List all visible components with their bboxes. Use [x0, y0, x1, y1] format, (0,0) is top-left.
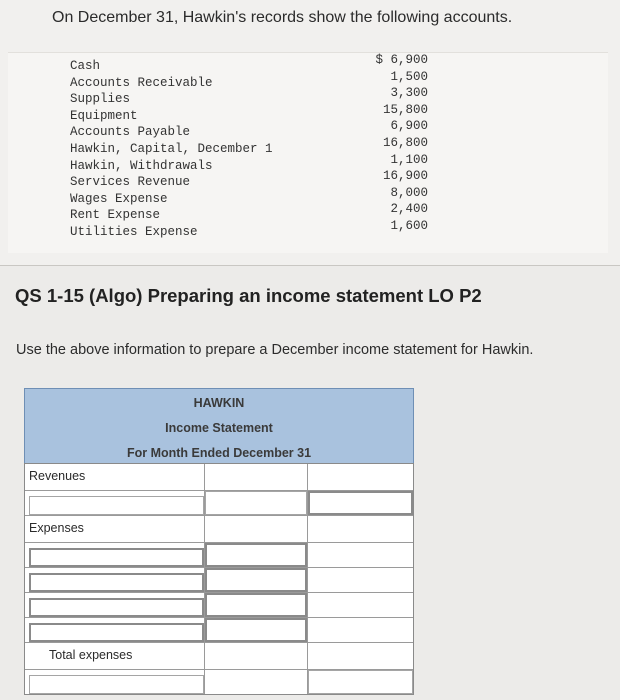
account-value: 3,300: [390, 86, 428, 101]
account-name: Supplies: [70, 92, 131, 107]
blank-cell: [308, 464, 413, 490]
account-name: Utilities Expense: [70, 224, 198, 239]
account-name: Hawkin, Withdrawals: [70, 158, 213, 173]
net-income-amount-input[interactable]: [308, 670, 413, 694]
expenses-label: Expenses: [25, 516, 205, 542]
account-name: Equipment: [70, 108, 138, 123]
expense-account-input[interactable]: [29, 573, 204, 592]
expense-amount-input[interactable]: [205, 618, 307, 642]
account-value: 6,900: [390, 119, 428, 134]
expense-entry-row: [25, 542, 413, 567]
total-revenue-input[interactable]: [308, 491, 413, 515]
account-value: 8,000: [390, 185, 428, 200]
account-name: Rent Expense: [70, 208, 161, 223]
account-value: 16,800: [382, 135, 428, 150]
expense-entry-row: [25, 592, 413, 617]
question-instruction: Use the above information to prepare a December income statement for Hawkin.: [16, 342, 534, 358]
account-value: $ 6,900: [375, 53, 428, 67]
expense-account-input[interactable]: [29, 623, 204, 642]
account-name: Accounts Receivable: [70, 75, 213, 90]
blank-cell: [205, 516, 308, 542]
account-value: 1,600: [390, 218, 428, 233]
account-name: Cash: [70, 59, 101, 73]
expense-entry-row: [25, 617, 413, 642]
blank-cell: [308, 593, 413, 617]
account-name: Services Revenue: [70, 175, 191, 190]
statement-grid: [24, 463, 414, 695]
expense-amount-input[interactable]: [205, 593, 307, 617]
revenue-amount-input[interactable]: [205, 491, 307, 515]
account-names: [70, 58, 273, 241]
account-value: 1,500: [390, 69, 428, 84]
blank-cell: [308, 543, 413, 567]
statement-name: Income Statement: [165, 421, 273, 435]
revenues-row: [25, 464, 413, 490]
total-expenses-label: Total expenses: [25, 643, 205, 669]
blank-cell: [205, 670, 308, 694]
expense-account-input[interactable]: [29, 548, 204, 567]
statement-period: For Month Ended December 31: [126, 446, 312, 460]
blank-cell: [308, 568, 413, 592]
account-value: 16,900: [382, 169, 428, 184]
account-value: 1,100: [390, 152, 428, 167]
net-income-row: [25, 669, 413, 694]
blank-cell: [205, 643, 308, 669]
blank-cell: [308, 643, 413, 669]
account-value: 2,400: [390, 202, 428, 217]
account-name: Wages Expense: [70, 191, 168, 206]
statement-header: [24, 388, 414, 463]
expense-amount-input[interactable]: [205, 543, 307, 567]
blank-cell: [308, 516, 413, 542]
accounts-panel: [0, 0, 620, 266]
expense-amount-input[interactable]: [205, 568, 307, 592]
blank-cell: [308, 618, 413, 642]
intro-text: On December 31, Hawkin's records show the following accounts.: [52, 9, 513, 26]
net-income-label-input[interactable]: [29, 675, 204, 694]
revenue-entry-row: [25, 490, 413, 515]
expense-entry-row: [25, 567, 413, 592]
blank-cell: [205, 464, 308, 490]
expense-account-input[interactable]: [29, 598, 204, 617]
total-expenses-row: [25, 642, 413, 669]
question-title: QS 1-15 (Algo) Preparing an income statement LO P2: [15, 285, 482, 306]
account-name: Hawkin, Capital, December 1: [70, 141, 273, 156]
statement-company: HAWKIN: [193, 396, 245, 410]
account-name: Accounts Payable: [70, 125, 191, 140]
account-values: [340, 52, 428, 235]
revenue-account-input[interactable]: [29, 496, 204, 515]
revenues-label: Revenues: [25, 464, 205, 490]
income-statement: [24, 388, 414, 695]
account-value: 15,800: [382, 102, 428, 117]
expenses-row: [25, 515, 413, 542]
